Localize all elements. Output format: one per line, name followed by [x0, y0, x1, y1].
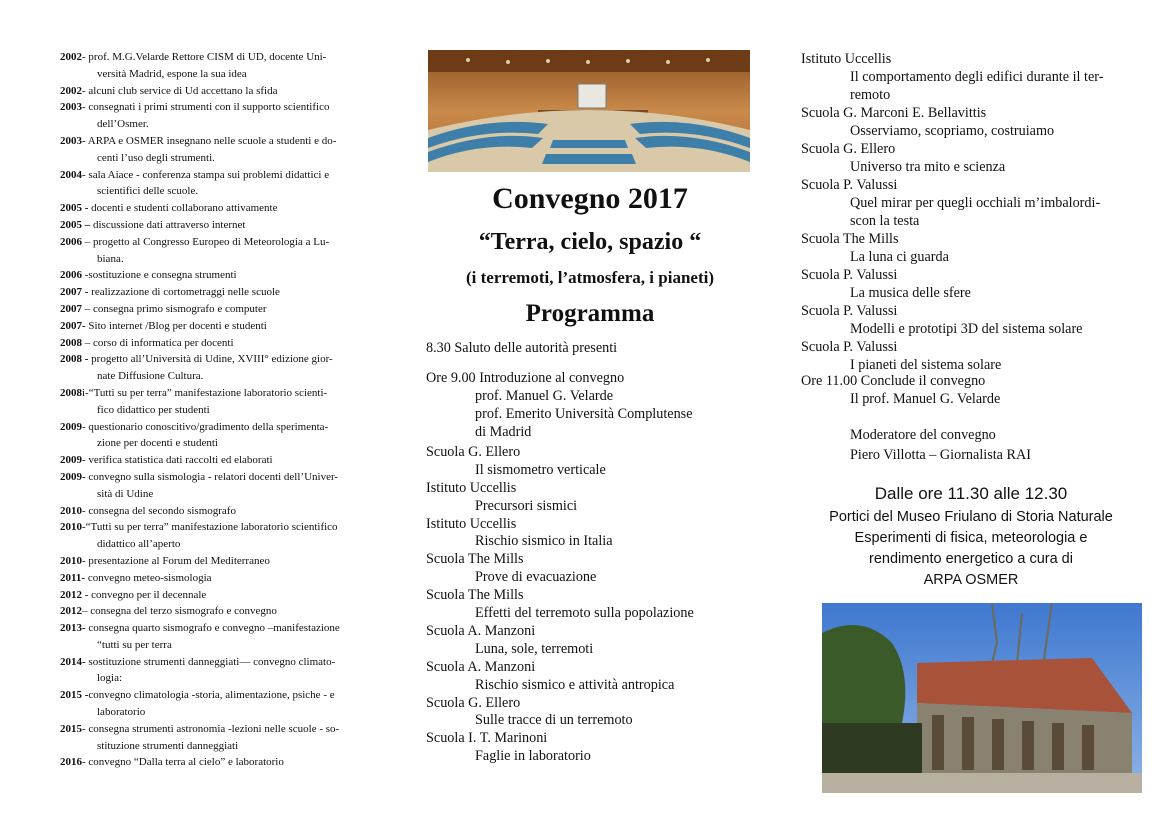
timeline-year: 2003	[60, 134, 82, 147]
timeline-text: - prof. M.G.Velarde Rettore CISM di UD, docente Uni-	[82, 51, 327, 63]
program-school: Scuola G. Marconi E. Bellavittis	[801, 105, 987, 121]
timeline-entry	[60, 469, 390, 503]
program-column	[425, 0, 755, 826]
timeline-year: 2015 -	[60, 689, 89, 702]
timeline-text: Sito internet /Blog per docenti e studenti	[85, 319, 267, 332]
timeline-year: 2005 –	[60, 218, 91, 231]
program-topic: Universo tra mito e scienza	[850, 159, 1006, 175]
closing-line: Ore 11.00 Conclude il convegno	[801, 373, 986, 389]
timeline-entry	[60, 570, 390, 587]
program-school: Scuola P. Valussi	[801, 267, 898, 283]
program-topic: La luna ci guarda	[850, 249, 949, 265]
timeline-entry	[60, 217, 390, 234]
program-school: Scuola The Mills	[426, 587, 524, 604]
timeline-text-cont: dell’Osmer.	[97, 118, 149, 131]
program-topic: Prove di evacuazione	[475, 569, 597, 586]
timeline-entry	[60, 335, 390, 352]
timeline-year: 2003	[60, 101, 82, 114]
timeline-entry	[60, 419, 390, 453]
program-school: Istituto Uccellis	[426, 479, 517, 496]
timeline-year: 2015	[60, 722, 82, 735]
timeline-text-cont: logia:	[97, 672, 123, 685]
program-topic: Luna, sole, terremoti	[475, 640, 594, 657]
program-continued-column	[801, 0, 1141, 826]
speaker-name: prof. Manuel G. Velarde	[475, 388, 614, 404]
timeline-text: - consegnati i primi strumenti con il supporto scientifico	[82, 101, 330, 114]
intro-line: Ore 9.00 Introduzione al convegno	[426, 370, 625, 386]
museum-building-photo	[822, 603, 1142, 793]
timeline-entry	[60, 133, 390, 167]
timeline-text: convegno climatologia -storia, alimentazione, psiche - e	[88, 689, 335, 702]
program-school: Scuola G. Ellero	[801, 141, 896, 157]
event-title: Convegno 2017	[492, 182, 688, 215]
timeline-text: – consegna del terzo sismografo e convegno	[82, 605, 277, 618]
timeline-text: i-“Tutti su per terra” manifestazione laboratorio scienti-	[82, 386, 328, 399]
timeline-text: - ARPA e OSMER insegnano nelle scuole a studenti e do-	[82, 134, 337, 147]
timeline-text-cont: didattico all’aperto	[97, 538, 181, 551]
timeline-text: convegno meteo-sismologia	[85, 571, 212, 584]
timeline-year: 2010	[60, 554, 82, 567]
program-topic-cont: scon la testa	[850, 213, 920, 229]
timeline-year: 2013-	[60, 622, 86, 635]
timeline-text-cont: nate Diffusione Cultura.	[97, 370, 204, 383]
timeline-year: 2004	[60, 168, 82, 181]
timeline-text: - consegna strumenti astronomia -lezioni nelle scuole - so-	[82, 722, 340, 735]
timeline-text-cont: biana.	[97, 252, 124, 265]
timeline-year: 2008	[60, 386, 82, 399]
timeline-entry	[60, 587, 390, 604]
program-topic: Faglie in laboratorio	[475, 748, 591, 765]
timeline-entry	[60, 519, 390, 553]
timeline-text: - consegna del secondo sismografo	[82, 504, 236, 517]
timeline-year: 2008 -	[60, 353, 89, 366]
timeline-text: – corso di informatica per docenti	[82, 336, 234, 349]
timeline-text: consegna quarto sismografo e convegno –manifestazione	[85, 622, 340, 635]
program-school: Scuola The Mills	[426, 551, 524, 568]
speaker-title: prof. Emerito Università Complutense	[475, 406, 693, 422]
afternoon-activity-cont: rendimento energetico a cura di	[869, 551, 1073, 567]
timeline-entry	[60, 234, 390, 268]
timeline-entry	[60, 167, 390, 201]
timeline-entry	[60, 301, 390, 318]
program-school: Scuola P. Valussi	[801, 303, 898, 319]
program-school: Scuola G. Ellero	[426, 444, 521, 460]
program-school: Scuola P. Valussi	[801, 339, 898, 355]
timeline-entry	[60, 603, 390, 620]
timeline-year: 2011-	[60, 571, 86, 584]
timeline-text-cont: fico didattico per studenti	[97, 403, 210, 416]
timeline-year: 2014-	[60, 655, 86, 668]
timeline-text-cont: zione per docenti e studenti	[97, 437, 218, 450]
timeline-text: – consegna primo sismografo e computer	[82, 302, 267, 315]
program-school: Scuola P. Valussi	[801, 177, 898, 193]
history-timeline	[60, 49, 390, 771]
program-school: Istituto Uccellis	[801, 51, 892, 67]
program-school: Scuola G. Ellero	[426, 694, 521, 711]
timeline-text-cont: laboratorio	[97, 706, 146, 719]
timeline-entry	[60, 687, 390, 721]
program-school: Scuola A. Manzoni	[426, 623, 536, 639]
timeline-year: 2016	[60, 756, 82, 769]
timeline-text-cont: centi l’uso degli strumenti.	[97, 151, 215, 164]
timeline-year: 2012	[60, 588, 82, 601]
timeline-text: discussione dati attraverso internet	[90, 218, 246, 231]
program-school: Scuola The Mills	[801, 231, 899, 247]
timeline-entry	[60, 385, 390, 419]
timeline-entry	[60, 654, 390, 688]
program-school: Scuola I. T. Marinoni	[426, 730, 548, 747]
program-topic: Quel mirar per quegli occhiali m’imbalordi-	[850, 195, 1101, 211]
speaker-university: di Madrid	[475, 424, 532, 440]
timeline-year: 2006	[60, 269, 82, 282]
timeline-year: 2008	[60, 336, 82, 349]
timeline-year: 2007	[60, 302, 82, 315]
afternoon-activity: Esperimenti di fisica, meteorologia e	[854, 530, 1088, 546]
program-topic: Il comportamento degli edifici durante il ter-	[850, 69, 1104, 85]
timeline-year: 2002	[60, 51, 82, 63]
timeline-text: realizzazione di cortometraggi nelle scuole	[88, 286, 280, 299]
timeline-year: 2012	[60, 605, 82, 618]
timeline-text: convegno sulla sismologia - relatori docenti dell’Univer-	[85, 470, 339, 483]
timeline-entry	[60, 503, 390, 520]
moderator-label: Moderatore del convegno	[850, 427, 996, 443]
program-topic: Rischio sismico e attività antropica	[475, 676, 675, 693]
program-topic: Osserviamo, scopriamo, costruiamo	[850, 123, 1055, 139]
timeline-text: - questionario conoscitivo/gradimento della sperimenta-	[82, 420, 329, 433]
event-subtitle-topics: (i terremoti, l’atmosfera, i pianeti)	[466, 268, 714, 287]
timeline-text: progetto all’Università di Udine, XVIII° edizione gior-	[88, 353, 333, 366]
timeline-entry	[60, 49, 390, 83]
timeline-entry	[60, 267, 390, 284]
timeline-year: 2007-	[60, 319, 86, 332]
timeline-text: docenti e studenti collaborano attivamente	[88, 202, 278, 215]
program-topic: Precursori sismici	[475, 497, 578, 514]
program-topic-cont: remoto	[850, 87, 891, 103]
timeline-entry	[60, 318, 390, 335]
timeline-text-cont: versità Madrid, espone la sua idea	[97, 67, 247, 80]
timeline-text-cont: stituzione strumenti danneggiati	[97, 739, 239, 752]
timeline-entry	[60, 620, 390, 654]
timeline-entry	[60, 754, 390, 771]
timeline-text: – progetto al Congresso Europeo di Meteorologia a Lu-	[82, 235, 330, 248]
timeline-year: 2009	[60, 420, 82, 433]
timeline-year: 2009-	[60, 470, 86, 483]
timeline-entry	[60, 284, 390, 301]
timeline-text-cont: scientifici delle scuole.	[97, 185, 199, 198]
program-topic: Sulle tracce di un terremoto	[475, 712, 633, 729]
timeline-year: 2010	[60, 504, 82, 517]
program-topic: Il sismometro verticale	[475, 461, 606, 478]
timeline-entry	[60, 452, 390, 469]
afternoon-heading: Dalle ore 11.30 alle 12.30	[874, 484, 1068, 503]
program-topic: Effetti del terremoto sulla popolazione	[475, 604, 694, 621]
timeline-entry	[60, 721, 390, 755]
timeline-text: - verifica statistica dati raccolti ed elaborati	[82, 454, 273, 467]
program-school: Scuola A. Manzoni	[426, 658, 536, 675]
timeline-year: 2007 -	[60, 286, 89, 299]
afternoon-organizer: ARPA OSMER	[923, 572, 1019, 588]
timeline-year: 2009	[60, 454, 82, 467]
welcome-line: 8.30 Saluto delle autorità presenti	[426, 340, 618, 356]
timeline-text: - convegno per il decennale	[82, 588, 207, 601]
program-topic: Modelli e prototipi 3D del sistema solare	[850, 321, 1083, 337]
program-school: Istituto Uccellis	[426, 515, 517, 532]
program-topic: I pianeti del sistema solare	[850, 357, 1002, 373]
timeline-year: 2010	[60, 521, 82, 534]
program-topic: Rischio sismico in Italia	[475, 533, 613, 550]
timeline-entry	[60, 351, 390, 385]
timeline-text: - alcuni club service di Ud accettano la sfida	[82, 84, 278, 97]
timeline-text: -sostituzione e consegna strumenti	[82, 269, 237, 282]
timeline-year: 2005 -	[60, 202, 89, 215]
program-heading: Programma	[525, 300, 655, 327]
timeline-text: - presentazione al Forum del Mediterraneo	[82, 554, 270, 567]
afternoon-location: Portici del Museo Friulano di Storia Naturale	[829, 509, 1113, 525]
timeline-text: sostituzione strumenti danneggiati— convegno climato-	[85, 655, 336, 668]
timeline-text: - sala Aiace - conferenza stampa sui problemi didattici e	[82, 168, 330, 181]
timeline-year: 2006	[60, 235, 82, 248]
timeline-entry	[60, 99, 390, 133]
program-topic: La musica delle sfere	[850, 285, 971, 301]
timeline-year: 2002	[60, 84, 82, 97]
timeline-entry	[60, 200, 390, 217]
auditorium-photo	[428, 50, 750, 172]
timeline-entry	[60, 83, 390, 100]
timeline-text: - convegno “Dalla terra al cielo” e laboratorio	[82, 756, 284, 769]
timeline-text: -“Tutti su per terra” manifestazione laboratorio scientifico	[82, 521, 338, 534]
moderator-name: Piero Villotta – Giornalista RAI	[850, 447, 1031, 463]
timeline-text-cont: sità di Udine	[97, 487, 154, 500]
timeline-text-cont: “tutti su per terra	[97, 638, 172, 651]
closing-speaker: Il prof. Manuel G. Velarde	[850, 391, 1001, 407]
timeline-entry	[60, 553, 390, 570]
event-subtitle: “Terra, cielo, spazio “	[478, 229, 702, 255]
